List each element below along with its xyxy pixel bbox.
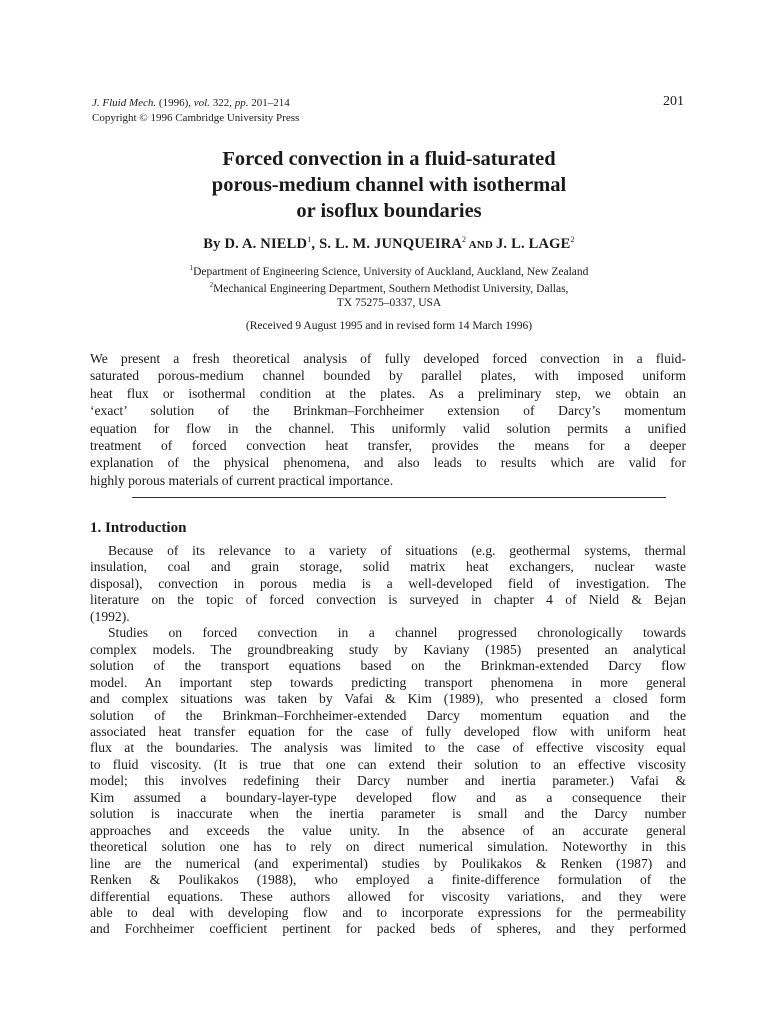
journal-citation bbox=[92, 96, 299, 126]
body-line: theoretical solution one has to rely on direct numerical simulation. Noteworthy in this bbox=[90, 839, 686, 855]
section-number: 1. bbox=[90, 520, 102, 536]
volume-number: 322, bbox=[209, 97, 235, 109]
affiliation-1-mark: 1 bbox=[189, 264, 194, 272]
and-connector: AND bbox=[466, 238, 496, 251]
pages-range: 201–214 bbox=[248, 97, 290, 109]
title-line-2: porous-medium channel with isothermal bbox=[211, 174, 567, 196]
abstract-line: treatment of forced convection heat transfer, provides the means for a deeper bbox=[90, 438, 686, 454]
body-line: associated heat transfer equation for the case of fully developed flow with uniform heat bbox=[90, 723, 686, 739]
body-line: approaches and exceeds the value unity. In the absence of an accurate general bbox=[90, 822, 686, 838]
body-line: Studies on forced convection in a channel progressed chronologically towards bbox=[108, 625, 686, 641]
volume-label: vol. bbox=[193, 97, 210, 109]
body-line: (1992). bbox=[90, 608, 130, 624]
abstract-line: saturated porous-medium channel bounded by parallel plates, with imposed uniform bbox=[90, 368, 686, 384]
author-2: , S. L. M. JUNQUEIRA bbox=[311, 235, 463, 252]
abstract-line: explanation of the physical phenomena, and also leads to results which are valid for bbox=[90, 455, 686, 471]
body-line: literature on the topic of forced convection is surveyed in chapter 4 of Nield & Bejan bbox=[90, 592, 686, 608]
abstract-line: highly porous materials of current practical importance. bbox=[90, 472, 394, 488]
body-line: model; this involves redefining their Darcy number and inertia parameter.) Vafai & bbox=[90, 773, 686, 789]
page-number: 201 bbox=[663, 94, 684, 109]
body-line: able to deal with developing flow and to incorporate expressions for the permeability bbox=[90, 904, 686, 920]
abstract-divider bbox=[132, 497, 666, 498]
body-line: flux at the boundaries. The analysis was limited to the case of effective viscosity equal bbox=[90, 740, 686, 756]
section-heading bbox=[90, 520, 186, 537]
journal-name: J. Fluid Mech. bbox=[92, 97, 157, 109]
body-line: line are the numerical (and experimental) studies by Poulikakos & Renken (1987) and bbox=[90, 855, 686, 871]
paper-title bbox=[90, 146, 688, 224]
body-line: and complex situations was taken by Vafai & Kim (1989), who presented a closed form bbox=[90, 691, 686, 707]
body-line: insulation, coal and grain storage, solid matrix heat exchangers, nuclear waste bbox=[90, 559, 686, 575]
journal-year: (1996), bbox=[156, 97, 194, 109]
author-1: By D. A. NIELD bbox=[203, 235, 308, 252]
body-line: solution of the Brinkman–Forchheimer-extended Darcy momentum equation and the bbox=[90, 707, 686, 723]
body-line: Kim assumed a boundary-layer-type developed flow and as a consequence their bbox=[90, 789, 686, 805]
abstract bbox=[90, 350, 686, 489]
body-line: disposal), convection in porous media is a well-developed field of investigation. The bbox=[90, 575, 686, 591]
body-line: Renken & Poulikakos (1988), who employed a finite-difference formulation of the bbox=[90, 872, 686, 888]
section-title: Introduction bbox=[105, 520, 187, 536]
body-line: solution is inaccurate when the inertia parameter is small and the Darcy number bbox=[90, 806, 686, 822]
pages-label: pp. bbox=[234, 97, 249, 109]
introduction-body bbox=[90, 543, 686, 938]
body-line: to fluid viscosity. (It is true that one can extend their solution to an effective viscosity bbox=[90, 756, 686, 772]
title-line-1: Forced convection in a fluid-saturated bbox=[222, 148, 556, 170]
abstract-line: We present a fresh theoretical analysis of fully developed forced convection in a fluid- bbox=[90, 351, 686, 366]
body-line: solution of the transport equations based on the Brinkman-extended Darcy flow bbox=[90, 658, 686, 674]
affiliation-1-text: Department of Engineering Science, University of Auckland, Auckland, New Zealand bbox=[193, 265, 589, 278]
title-line-3: or isoflux boundaries bbox=[296, 200, 482, 222]
body-line: and Forchheimer coefficient pertinent for packed beds of spheres, and they performed bbox=[90, 921, 686, 937]
abstract-line: equation for flow in the channel. This uniformly valid solution permits a unified bbox=[90, 420, 686, 436]
author-list bbox=[90, 235, 688, 253]
affiliation-2-mark: 2 bbox=[209, 281, 214, 289]
body-line: Because of its relevance to a variety of situations (e.g. geothermal systems, thermal bbox=[108, 543, 686, 558]
abstract-line: ‘exact’ solution of the Brinkman–Forchheimer extension of Darcy’s momentum bbox=[90, 403, 686, 419]
affiliation-1 bbox=[90, 261, 688, 279]
author-3-affil-mark: 2 bbox=[570, 235, 575, 244]
copyright-line: Copyright © 1996 Cambridge University Press bbox=[92, 112, 300, 124]
abstract-line: heat flux or isothermal condition at the plates. As a preliminary step, we obtain an bbox=[90, 385, 686, 401]
citation-line bbox=[92, 96, 299, 111]
affiliation-2 bbox=[90, 278, 688, 310]
body-line: complex models. The groundbreaking study by Kaviany (1985) presented an analytical bbox=[90, 641, 686, 657]
author-2-affil-mark: 2 bbox=[462, 235, 467, 244]
affiliation-2-line-2: TX 75275–0337, USA bbox=[336, 296, 442, 309]
author-3: J. L. LAGE bbox=[495, 235, 571, 252]
body-line: model. An important step towards predicting transport phenomena in more general bbox=[90, 674, 686, 690]
body-line: differential equations. These authors allowed for viscosity variations, and they were bbox=[90, 888, 686, 904]
author-1-affil-mark: 1 bbox=[307, 235, 312, 244]
received-dates: (Received 9 August 1995 and in revised form 14 March 1996) bbox=[245, 320, 533, 332]
affiliation-2-line-1: Mechanical Engineering Department, Southern Methodist University, Dallas, bbox=[213, 282, 569, 295]
